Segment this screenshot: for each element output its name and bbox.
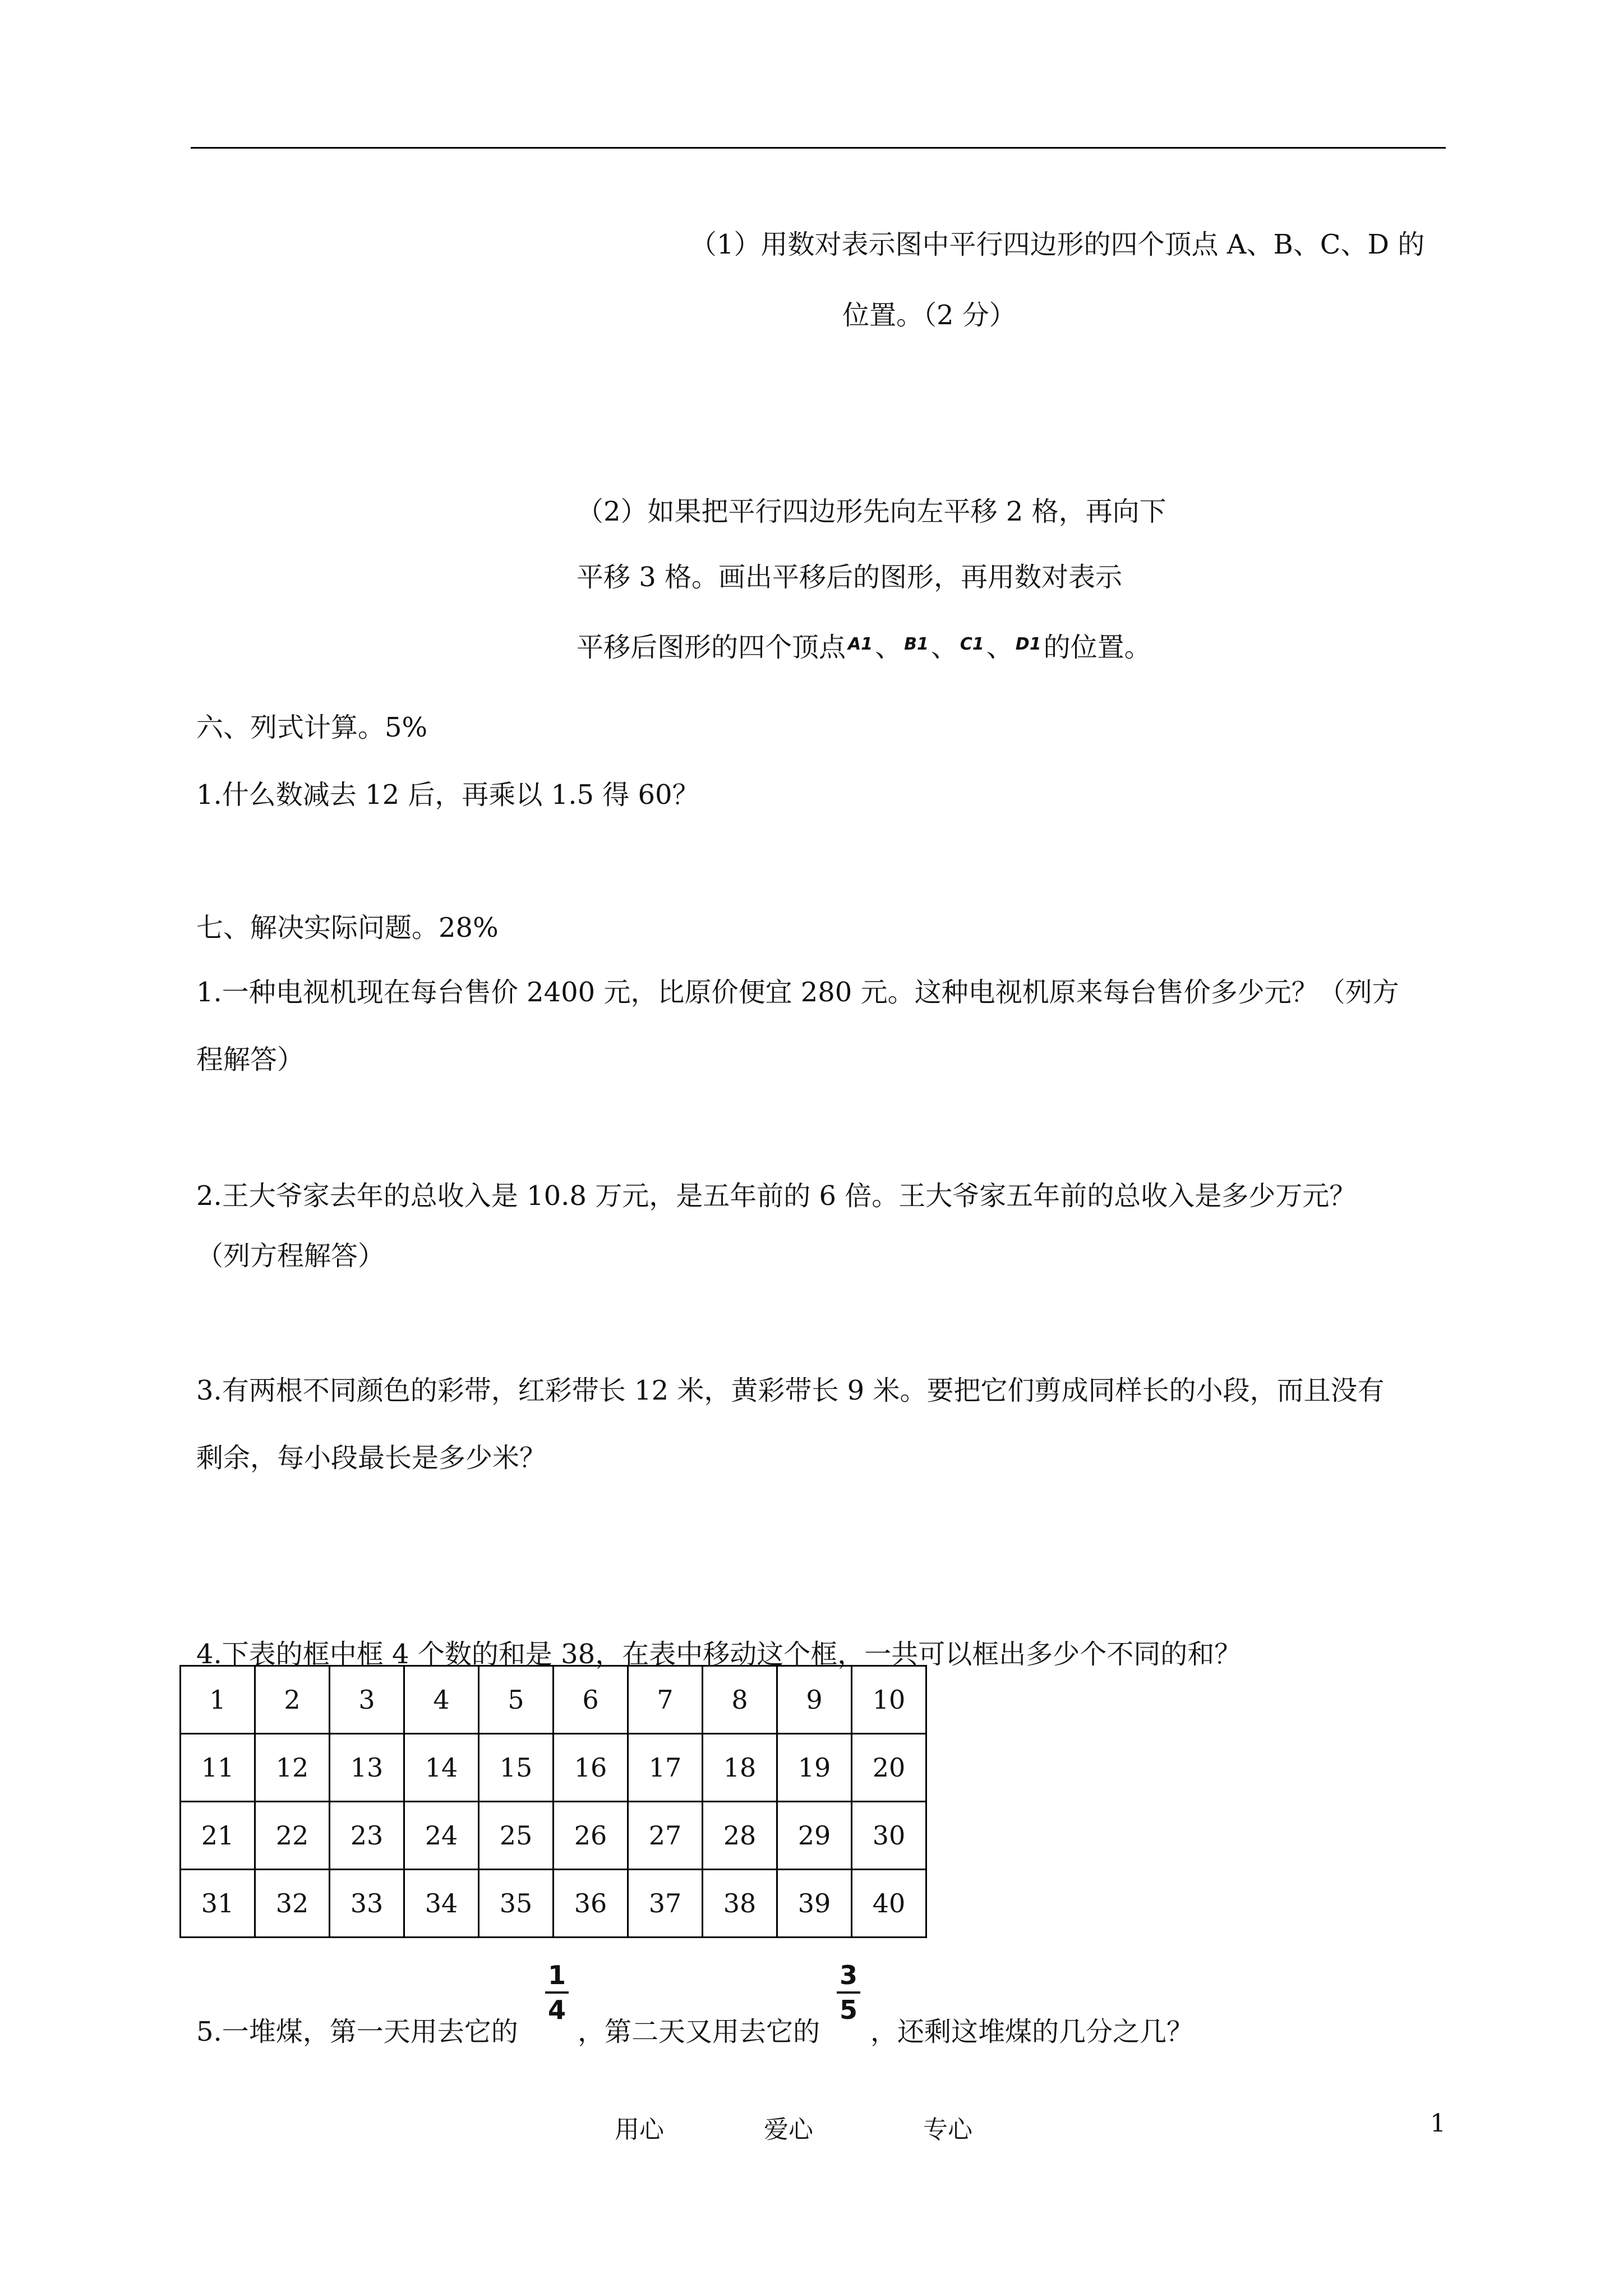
table-cell: 4 bbox=[404, 1666, 479, 1734]
s6-question-1: 1.什么数减去 12 后，再乘以 1.5 得 60？ bbox=[196, 779, 699, 811]
table-cell: 28 bbox=[703, 1802, 777, 1870]
table-cell: 20 bbox=[852, 1734, 926, 1802]
table-cell: 38 bbox=[703, 1870, 777, 1938]
table-cell: 5 bbox=[479, 1666, 554, 1734]
table-cell: 27 bbox=[628, 1802, 703, 1870]
table-cell: 36 bbox=[554, 1870, 628, 1938]
table-cell: 18 bbox=[703, 1734, 777, 1802]
footer-right: 专心 bbox=[923, 2115, 972, 2144]
s7-q1-line1: 1.一种电视机现在每台售价 2400 元，比原价便宜 280 元。这种电视机原来每台售价多少元？（列方 bbox=[196, 977, 1399, 1008]
number-table bbox=[179, 1665, 927, 1938]
fraction-bar bbox=[837, 1991, 860, 1994]
s7-q5-suffix: ，还剩这堆煤的几分之几？ bbox=[870, 2016, 1194, 2047]
line3-prefix: 平移后图形的四个顶点 bbox=[577, 632, 846, 663]
separator: 、 bbox=[930, 632, 958, 663]
table-cell: 31 bbox=[181, 1870, 255, 1938]
footer-middle: 爱心 bbox=[764, 2115, 813, 2144]
fraction-three-fifths bbox=[834, 1962, 863, 2023]
table-cell: 7 bbox=[628, 1666, 703, 1734]
table-cell: 32 bbox=[255, 1870, 330, 1938]
s7-q2-line2: （列方程解答） bbox=[196, 1240, 385, 1272]
page-number: 1 bbox=[1430, 2109, 1446, 2138]
table-cell: 35 bbox=[479, 1870, 554, 1938]
section7-title: 七、解决实际问题。28% bbox=[196, 912, 499, 944]
q5-part2-line3 bbox=[577, 634, 1151, 661]
q5-part2-line2: 平移 3 格。画出平移后的图形，再用数对表示 bbox=[577, 562, 1123, 593]
table-cell: 13 bbox=[330, 1734, 404, 1802]
table-cell: 21 bbox=[181, 1802, 255, 1870]
table-cell: 11 bbox=[181, 1734, 255, 1802]
fraction-numerator: 3 bbox=[839, 1960, 857, 1990]
vertex-c1-mark: C1 bbox=[960, 634, 984, 654]
fraction-bar bbox=[545, 1991, 569, 1994]
fraction-numerator: 1 bbox=[547, 1960, 566, 1990]
table-cell: 40 bbox=[852, 1870, 926, 1938]
vertex-d1-mark: D1 bbox=[1015, 634, 1041, 654]
header-rule bbox=[191, 147, 1446, 149]
table-cell: 14 bbox=[404, 1734, 479, 1802]
table-cell: 26 bbox=[554, 1802, 628, 1870]
table-cell: 15 bbox=[479, 1734, 554, 1802]
table-cell: 1 bbox=[181, 1666, 255, 1734]
table-row bbox=[181, 1734, 926, 1802]
table-cell: 9 bbox=[777, 1666, 852, 1734]
table-cell: 34 bbox=[404, 1870, 479, 1938]
vertex-a1-mark: A1 bbox=[848, 634, 873, 654]
table-cell: 23 bbox=[330, 1802, 404, 1870]
q5-part1-line2: 位置。（2 分） bbox=[842, 300, 1016, 331]
separator: 、 bbox=[986, 632, 1013, 663]
fraction-denominator: 5 bbox=[839, 1995, 857, 2025]
table-cell: 19 bbox=[777, 1734, 852, 1802]
s7-q4: 4.下表的框中框 4 个数的和是 38，在表中移动这个框，一共可以框出多少个不同的和？ bbox=[196, 1639, 1242, 1670]
table-cell: 30 bbox=[852, 1802, 926, 1870]
table-cell: 39 bbox=[777, 1870, 852, 1938]
table-cell: 24 bbox=[404, 1802, 479, 1870]
fraction-denominator: 4 bbox=[547, 1995, 566, 2025]
table-cell: 22 bbox=[255, 1802, 330, 1870]
table-cell: 8 bbox=[703, 1666, 777, 1734]
table-cell: 17 bbox=[628, 1734, 703, 1802]
section6-title: 六、列式计算。5% bbox=[196, 712, 428, 743]
vertex-b1-mark: B1 bbox=[904, 634, 929, 654]
table-cell: 33 bbox=[330, 1870, 404, 1938]
fraction-one-quarter bbox=[543, 1962, 571, 2023]
line3-suffix: 的位置。 bbox=[1043, 632, 1151, 663]
table-row bbox=[181, 1802, 926, 1870]
table-row bbox=[181, 1666, 926, 1734]
table-cell: 6 bbox=[554, 1666, 628, 1734]
separator: 、 bbox=[875, 632, 902, 663]
s7-q5-middle: ，第二天又用去它的 bbox=[578, 2016, 820, 2047]
s7-q5-prefix: 5.一堆煤，第一天用去它的 bbox=[196, 2016, 518, 2047]
s7-q1-line2: 程解答） bbox=[196, 1044, 305, 1075]
s7-q3-line1: 3.有两根不同颜色的彩带，红彩带长 12 米，黄彩带长 9 米。要把它们剪成同样长的小段，而且没有 bbox=[196, 1375, 1385, 1406]
table-cell: 2 bbox=[255, 1666, 330, 1734]
table-cell: 37 bbox=[628, 1870, 703, 1938]
table-cell: 25 bbox=[479, 1802, 554, 1870]
table-cell: 3 bbox=[330, 1666, 404, 1734]
s7-q2-line1: 2.王大爷家去年的总收入是 10.8 万元，是五年前的 6 倍。王大爷家五年前的总收入是多少万元？ bbox=[196, 1180, 1357, 1212]
table-cell: 10 bbox=[852, 1666, 926, 1734]
table-row bbox=[181, 1870, 926, 1938]
table-cell: 12 bbox=[255, 1734, 330, 1802]
table-cell: 16 bbox=[554, 1734, 628, 1802]
table-cell: 29 bbox=[777, 1802, 852, 1870]
s7-q3-line2: 剩余，每小段最长是多少米？ bbox=[196, 1442, 547, 1474]
q5-part2-line1: （2）如果把平行四边形先向左平移 2 格，再向下 bbox=[577, 496, 1166, 527]
q5-part1-line1: （1）用数对表示图中平行四边形的四个顶点 A、B、C、D 的 bbox=[690, 229, 1425, 260]
footer-left: 用心 bbox=[615, 2115, 664, 2144]
